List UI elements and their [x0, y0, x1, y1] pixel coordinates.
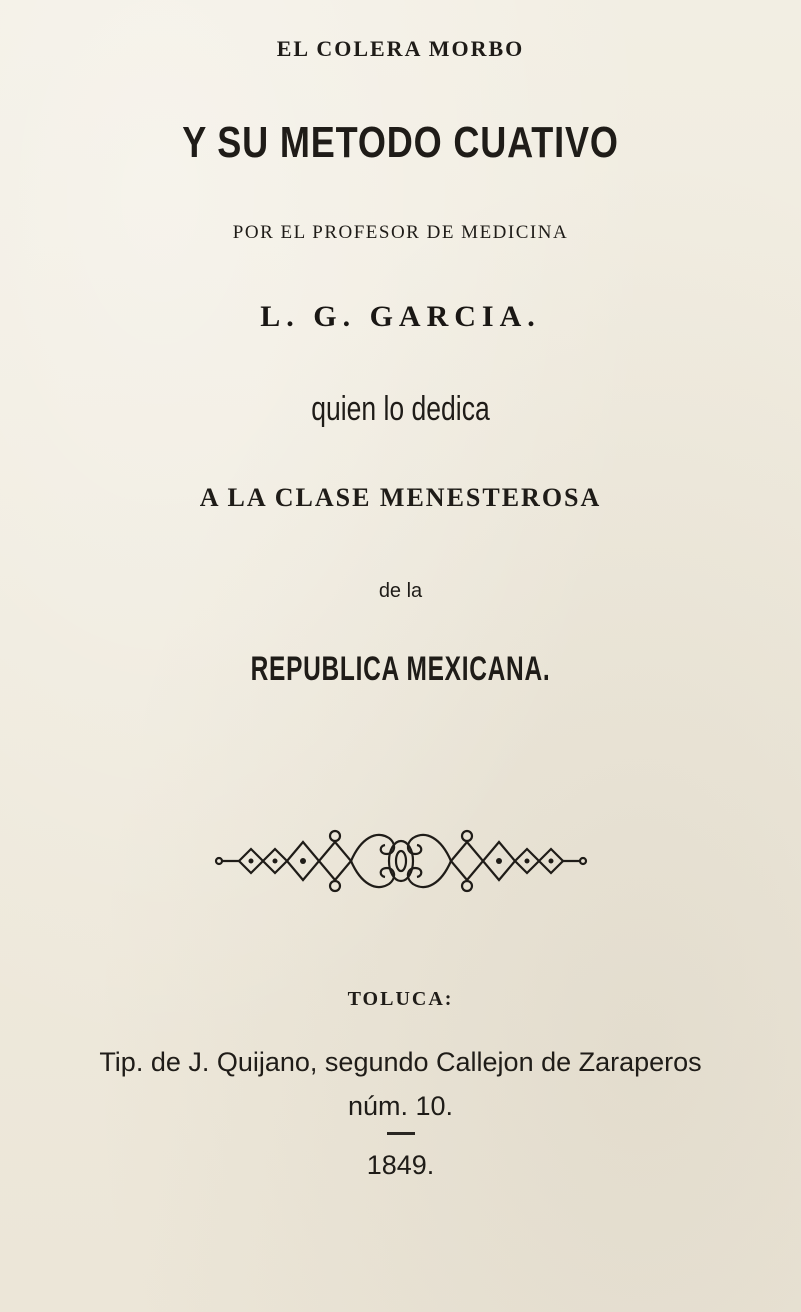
imprint-city: TOLUCA: [347, 988, 454, 1010]
dedication-country: REPUBLICA MEXICANA. [250, 650, 551, 688]
publication-year: 1849. [366, 1150, 435, 1180]
author-name: L. G. GARCIA. [260, 300, 541, 333]
main-title: Y SU METODO CUATIVO [182, 118, 619, 167]
dedication-audience: A LA CLASE MENESTEROSA [199, 483, 602, 512]
imprint-address: núm. 10. [347, 1091, 454, 1121]
decorative-scrollwork-icon [211, 818, 591, 904]
heading-line-1: EL COLERA MORBO [276, 36, 525, 61]
divider-rule [387, 1132, 415, 1135]
dedication-line: quien lo dedica [311, 390, 490, 428]
author-role: POR EL PROFESOR DE MEDICINA [232, 222, 569, 243]
imprint-printer: Tip. de J. Quijano, segundo Callejon de Zaraperos [99, 1047, 702, 1077]
dedication-connector: de la [378, 580, 423, 602]
